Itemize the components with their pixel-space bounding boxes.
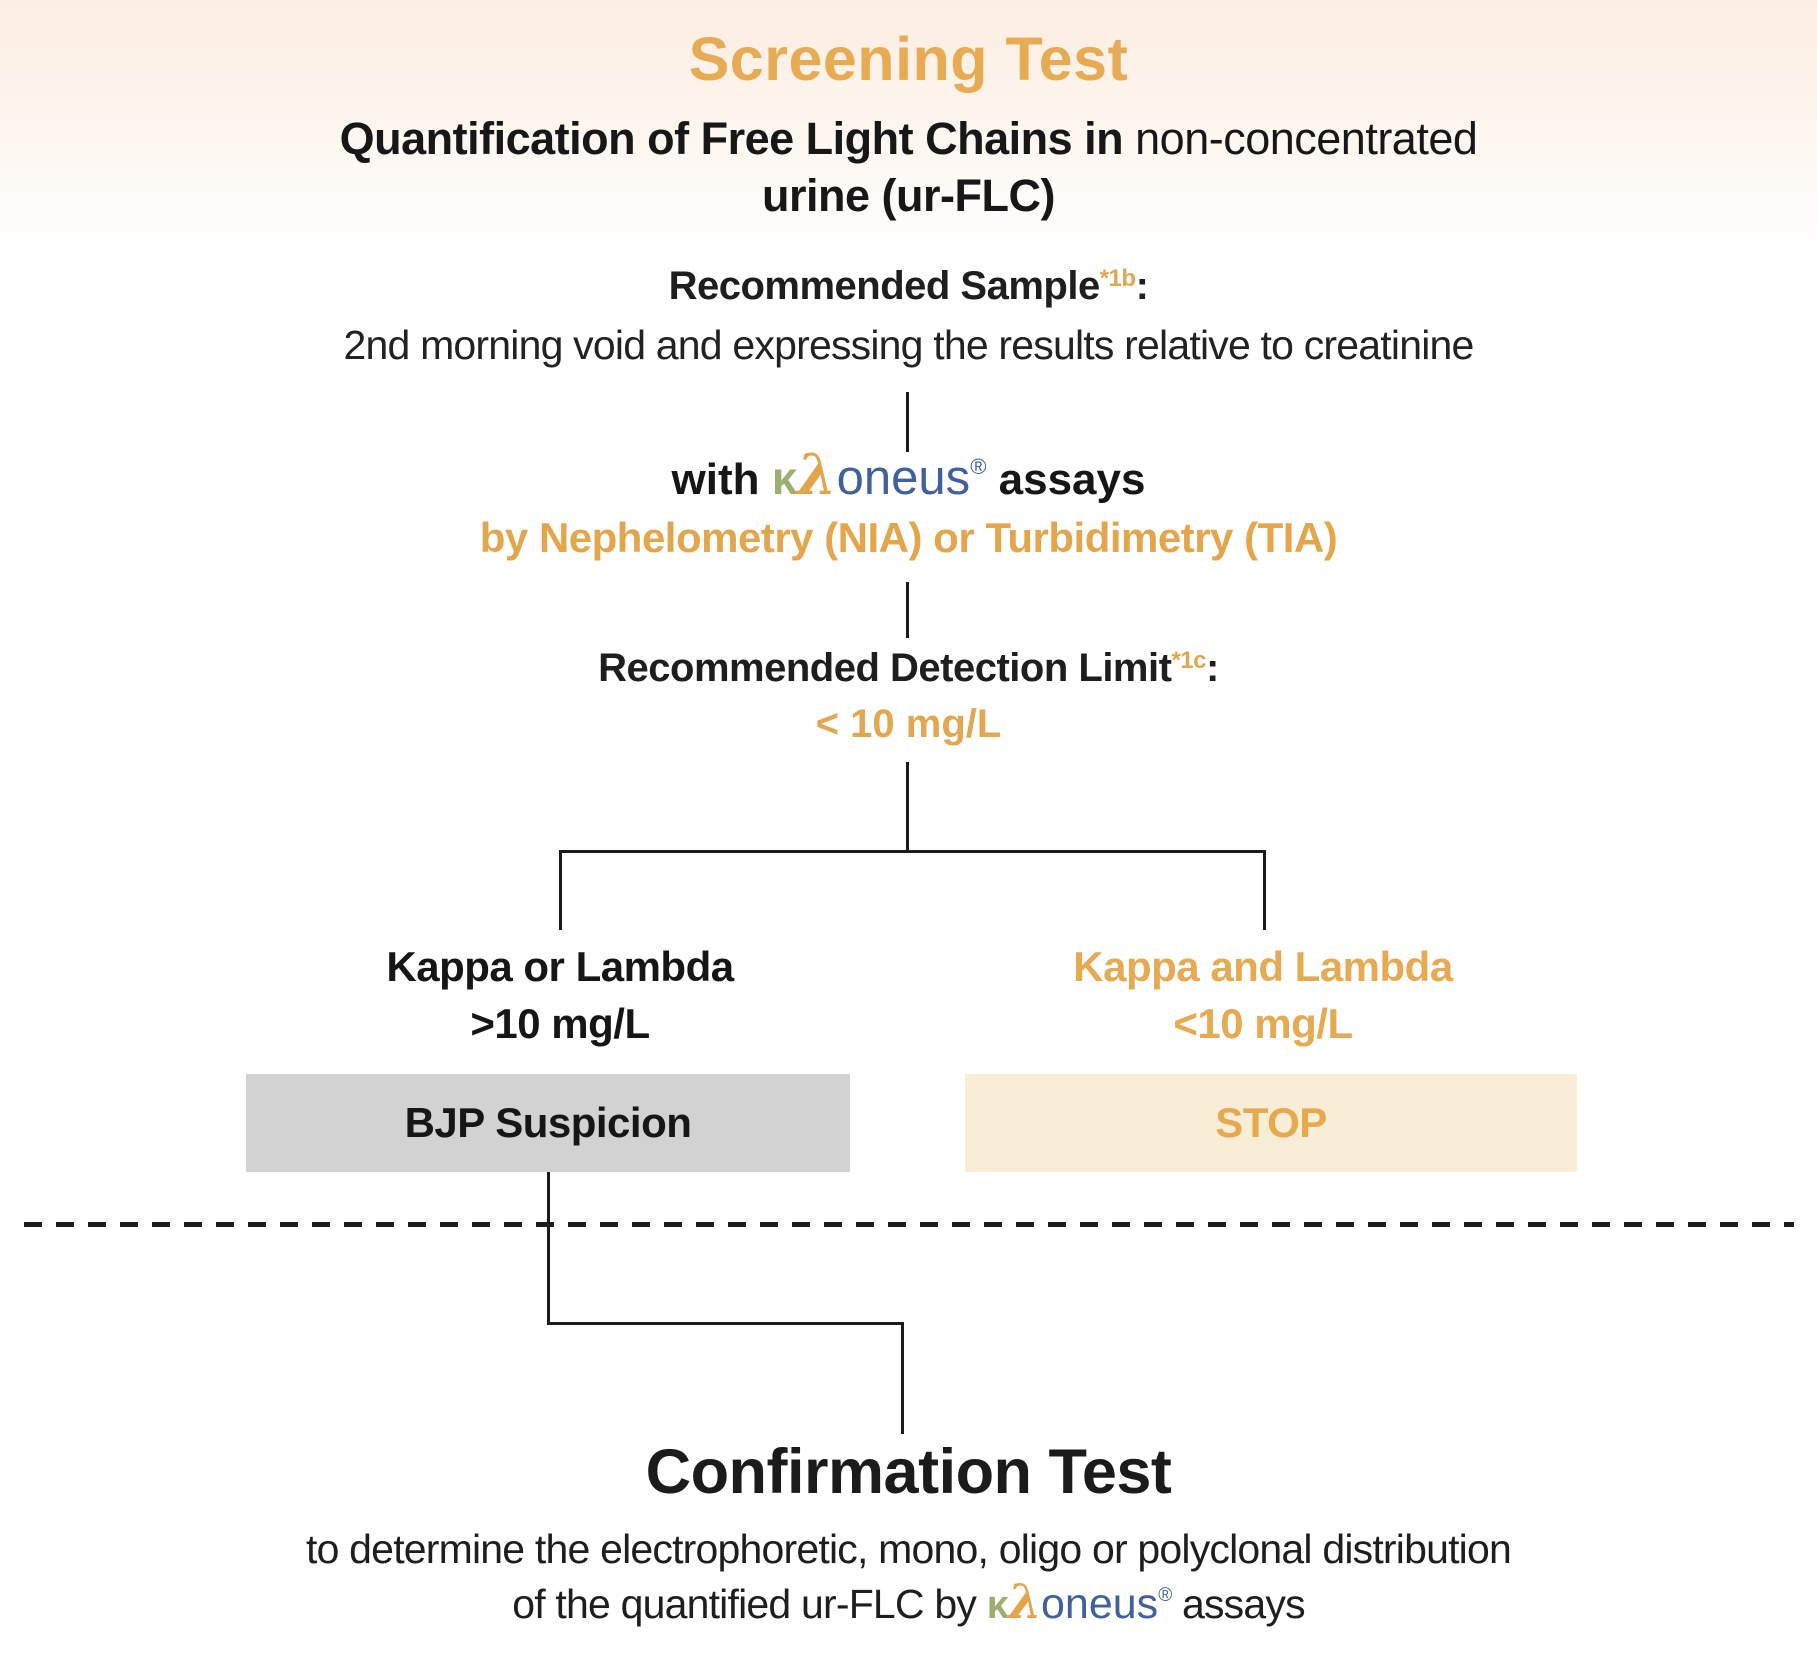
elbow-horizontal-line	[547, 1322, 904, 1325]
branch-horizontal-line	[560, 850, 1266, 853]
detection-limit-label	[0, 646, 1817, 691]
registered-mark-icon: ®	[970, 454, 987, 480]
confirmation-description-line1: to determine the electrophoretic, mono, oligo or polyclonal distribution	[306, 1526, 1511, 1572]
assays-label: assays	[998, 455, 1146, 504]
logo-oneus-small: oneus	[1041, 1580, 1159, 1628]
main-heading	[0, 110, 1817, 224]
confirmation-line2-suffix: assays	[1181, 1581, 1305, 1627]
confirmation-description-line2	[0, 1574, 1817, 1630]
branch-left-line1: Kappa or Lambda	[386, 943, 734, 990]
detection-footnote-marker: *1c	[1171, 646, 1206, 674]
confirmation-line2-prefix: of the quantified ur-FLC by	[512, 1581, 977, 1627]
connector-line-2	[906, 582, 909, 638]
branch-right-line1: Kappa and Lambda	[1073, 943, 1453, 990]
registered-mark-icon-small: ®	[1158, 1584, 1172, 1606]
method-line: by Nephelometry (NIA) or Turbidimetry (TIA)	[479, 514, 1338, 561]
logo-kappa: κ	[771, 452, 798, 504]
branch-left-line	[559, 850, 562, 930]
logo-oneus: oneus	[836, 451, 971, 505]
bjp-down-line	[547, 1172, 550, 1325]
with-label: with	[671, 455, 760, 504]
logo-lambda-small: λ	[1008, 1574, 1042, 1630]
sample-label-text: Recommended Sample	[668, 264, 1100, 308]
branch-right-line	[1263, 850, 1266, 930]
kloneus-logo	[771, 442, 987, 508]
branch-right-label	[913, 938, 1613, 1052]
dashed-separator-line	[24, 1222, 1794, 1227]
logo-kappa-small: κ	[986, 1583, 1009, 1627]
kloneus-logo-small	[986, 1574, 1172, 1630]
sample-footnote-marker: *1b	[1099, 264, 1136, 292]
recommended-sample-label	[0, 264, 1817, 309]
heading-bold-text: Quantification of Free Light Chains in	[339, 113, 1124, 164]
detection-label-text: Recommended Detection Limit	[598, 646, 1172, 690]
bjp-suspicion-box	[246, 1074, 850, 1172]
branch-left-label	[210, 938, 910, 1052]
heading-regular-text: non-concentrated	[1135, 113, 1478, 164]
branch-left-line2: >10 mg/L	[470, 1000, 650, 1047]
branch-right-line2: <10 mg/L	[1173, 1000, 1353, 1047]
elbow-vertical-line	[901, 1322, 904, 1434]
connector-line-1	[906, 392, 909, 452]
page-title: Screening Test	[688, 25, 1129, 93]
sample-description: 2nd morning void and expressing the results relative to creatinine	[343, 322, 1474, 368]
stop-label: STOP	[1215, 1099, 1327, 1146]
assay-line	[0, 442, 1817, 508]
confirmation-title: Confirmation Test	[645, 1437, 1172, 1507]
sample-colon: :	[1135, 264, 1149, 308]
bjp-suspicion-label: BJP Suspicion	[404, 1099, 692, 1146]
connector-line-3	[906, 762, 909, 853]
main-heading-line2: urine (ur-FLC)	[762, 170, 1055, 221]
detection-limit-value: < 10 mg/L	[815, 702, 1002, 746]
main-heading-line1	[0, 110, 1817, 167]
logo-lambda: λ	[797, 442, 837, 508]
stop-box	[965, 1074, 1577, 1172]
detection-colon: :	[1205, 646, 1219, 690]
